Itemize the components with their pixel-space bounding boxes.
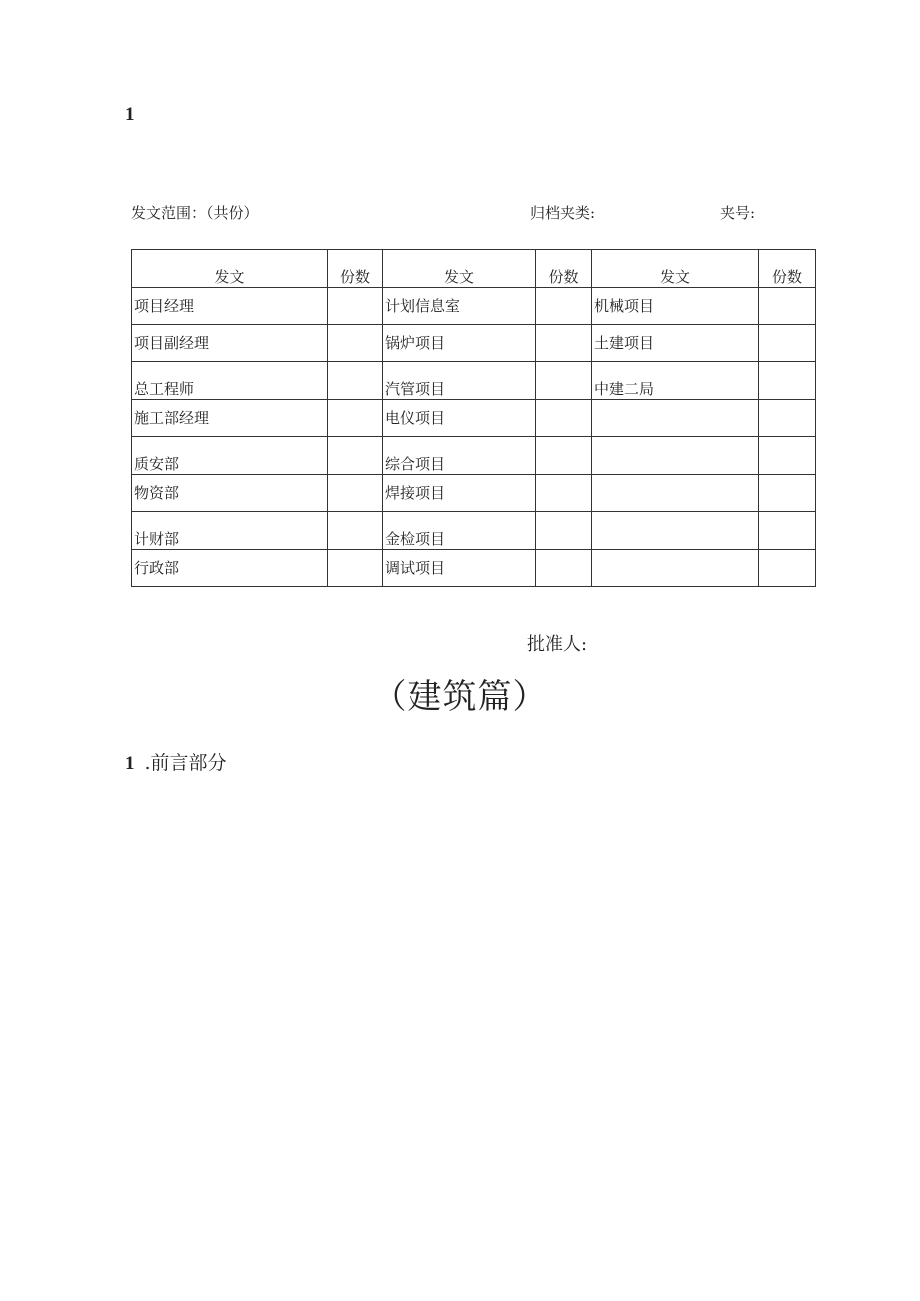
- table-cell: [328, 362, 383, 400]
- page-number: 1: [125, 104, 135, 125]
- table-cell: 汽管项目: [383, 362, 536, 400]
- table-cell: [592, 400, 759, 437]
- table-cell: 焊接项目: [383, 475, 536, 512]
- table-cell: [328, 400, 383, 437]
- table-cell: 施工部经理: [132, 400, 328, 437]
- table-cell: 机械项目: [592, 288, 759, 325]
- table-cell: [759, 437, 816, 475]
- table-cell: 综合项目: [383, 437, 536, 475]
- table-cell: 行政部: [132, 550, 328, 587]
- table-row: [132, 400, 816, 437]
- header-recipient: 发文: [592, 250, 759, 288]
- table-cell: 物资部: [132, 475, 328, 512]
- table-cell: [759, 475, 816, 512]
- table-cell: [536, 550, 592, 587]
- table-cell: [536, 437, 592, 475]
- table-cell: [592, 550, 759, 587]
- table-header-row: [132, 250, 816, 288]
- table-cell: 电仪项目: [383, 400, 536, 437]
- table-cell: 土建项目: [592, 325, 759, 362]
- table-row: [132, 550, 816, 587]
- table-row: [132, 288, 816, 325]
- table-cell: [759, 288, 816, 325]
- table-cell: 金检项目: [383, 512, 536, 550]
- header-copies: 份数: [759, 250, 816, 288]
- table-cell: 计财部: [132, 512, 328, 550]
- table-cell: [536, 475, 592, 512]
- table-cell: [536, 362, 592, 400]
- table-row: [132, 475, 816, 512]
- table-cell: 中建二局: [592, 362, 759, 400]
- table-cell: [328, 437, 383, 475]
- table-cell: [536, 400, 592, 437]
- table-cell: [328, 288, 383, 325]
- table-cell: 项目经理: [132, 288, 328, 325]
- table-cell: [328, 550, 383, 587]
- table-cell: 总工程师: [132, 362, 328, 400]
- archive-category-label: 归档夹类:: [530, 204, 596, 222]
- header-recipient: 发文: [383, 250, 536, 288]
- approver-label: 批准人:: [527, 634, 588, 655]
- table-cell: [592, 437, 759, 475]
- table-row: [132, 437, 816, 475]
- table-cell: [759, 400, 816, 437]
- distribution-table: [131, 249, 816, 587]
- table-cell: [592, 512, 759, 550]
- table-cell: 锅炉项目: [383, 325, 536, 362]
- distribution-scope-label: 发文范围：（共份）: [131, 204, 259, 222]
- table-cell: 计划信息室: [383, 288, 536, 325]
- table-row: [132, 512, 816, 550]
- table-cell: [759, 362, 816, 400]
- header-copies: 份数: [536, 250, 592, 288]
- table-row: [132, 362, 816, 400]
- table-cell: 质安部: [132, 437, 328, 475]
- table-row: [132, 325, 816, 362]
- folder-number-label: 夹号:: [720, 204, 756, 222]
- table-cell: [536, 288, 592, 325]
- table-cell: 项目副经理: [132, 325, 328, 362]
- table-cell: [592, 475, 759, 512]
- header-recipient: 发文: [132, 250, 328, 288]
- header-copies: 份数: [328, 250, 383, 288]
- table-cell: [536, 512, 592, 550]
- section-number: 1: [125, 753, 135, 774]
- table-cell: [759, 325, 816, 362]
- table-cell: [328, 512, 383, 550]
- table-cell: [328, 325, 383, 362]
- table-cell: [536, 325, 592, 362]
- table-cell: 调试项目: [383, 550, 536, 587]
- chapter-title: （建筑篇）: [372, 677, 548, 717]
- table-cell: [759, 550, 816, 587]
- section-title: .前言部分: [144, 752, 227, 774]
- section-heading: [125, 752, 227, 775]
- table-cell: [328, 475, 383, 512]
- table-cell: [759, 512, 816, 550]
